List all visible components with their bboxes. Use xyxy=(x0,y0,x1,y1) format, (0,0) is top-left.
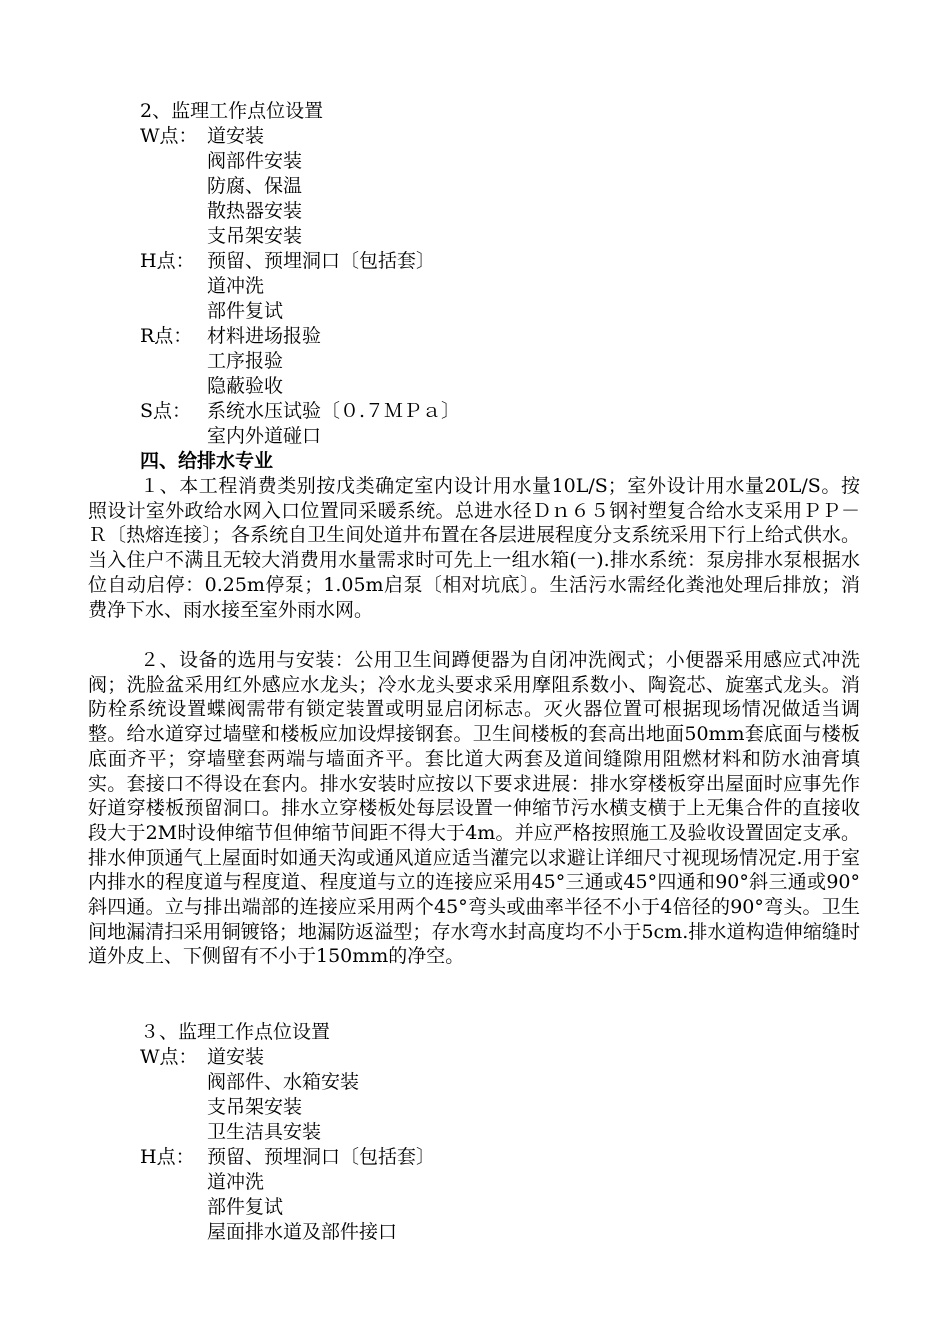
r-point-item: 材料进场报验 xyxy=(207,325,322,347)
section-title-supervision-points: 2、监理工作点位设置 xyxy=(140,100,324,122)
w-point-item: 支吊架安装 xyxy=(207,225,303,247)
w-point-item: 支吊架安装 xyxy=(207,1096,303,1118)
w-point-item: 散热器安装 xyxy=(207,200,303,222)
s-point-item: 室内外道碰口 xyxy=(207,425,322,447)
h-point-label: H点： xyxy=(140,250,195,272)
s-point-item: 系统水压试验〔０.７ＭＰａ〕 xyxy=(207,400,461,422)
r-point-item: 隐蔽验收 xyxy=(207,375,284,397)
h-point-item: 部件复试 xyxy=(207,300,284,322)
section-heading-water-supply-drainage: 四、给排水专业 xyxy=(140,450,274,472)
w-point-item: 阀部件安装 xyxy=(207,150,303,172)
section-title-supervision-points-2: ３、监理工作点位设置 xyxy=(140,1021,331,1043)
s-point-label: S点： xyxy=(140,400,192,422)
w-point-label: W点： xyxy=(140,1046,198,1068)
h-point-label: H点： xyxy=(140,1146,195,1168)
r-point-item: 工序报验 xyxy=(207,350,284,372)
w-point-item: 道安装 xyxy=(207,1046,265,1068)
paragraph-equipment-installation: ２、设备的选用与安装：公用卫生间蹲便器为自闭冲洗阀式；小便器采用感应式冲洗阀；洗脸盆采用红外感应水龙头；冷水龙头要求采用摩阻系数小、陶瓷芯、旋塞式龙头。消防栓系统设置蝶阀需带有锁定装置或明显启闭标志。灭火器位置可根据现场情况做适当调整。给水道穿过墙壁和楼板应加设焊接钢套。卫生间楼板的套高出地面50mm套底面与楼板底面齐平；穿墙壁套两端与墙面齐平。套比道大两套及道间缝隙用阻燃材料和防水油膏填实。套接口不得设在套内。排水安装时应按以下要求进展：排水穿楼板穿出屋面时应事先作好道穿楼板预留洞口。排水立穿楼板处每层设置一伸缩节污水横支横于上无集合件的直接收段大于2M时设伸缩节但伸缩节间距不得大于4m。并应严格按照施工及验收设置固定支承。排水伸顶通气上屋面时如通天沟或通风道应适当灌完以求避让详细尺寸视现场情况定.用于室内排水的程度道与程度道、程度道与立的连接应采用45°三通或45°四通和90°斜三通或90°斜四通。立与排出端部的连接应采用两个45°弯头或曲率半径不小于4倍径的90°弯头。卫生间地漏清扫采用铜镀铬；地漏防返溢型；存水弯水封高度均不小于5cm.排水道构造伸缩缝时道外皮上、下侧留有不小于150mm的净空。 xyxy=(88,649,860,968)
w-point-label: W点： xyxy=(140,125,198,147)
h-point-item: 道冲洗 xyxy=(207,1171,265,1193)
h-point-item: 预留、预埋洞口〔包括套〕 xyxy=(207,1146,436,1168)
r-point-label: R点： xyxy=(140,325,193,347)
h-point-item: 部件复试 xyxy=(207,1196,284,1218)
h-point-item: 屋面排水道及部件接口 xyxy=(207,1221,398,1243)
paragraph-project-overview: １、本工程消费类别按戊类确定室内设计用水量10L/S；室外设计用水量20L/S。按照设计室外政给水网入口位置同采暖系统。总进水径Ｄｎ６５钢衬塑复合给水支采用ＰＰ－Ｒ〔热熔连接〕；各系统自卫生间处道井布置在各层进展程度分支系统采用下行上给式供水。当入住户不满且无较大消费用水量需求时可先上一组水箱(一).排水系统：泵房排水泵根据水位自动启停：0.25m停泵；1.05m启泵〔相对坑底〕。生活污水需经化粪池处理后排放；消费净下水、雨水接至室外雨水网。 xyxy=(88,475,860,621)
w-point-item: 道安装 xyxy=(207,125,265,147)
w-point-item: 卫生洁具安装 xyxy=(207,1121,322,1143)
h-point-item: 预留、预埋洞口〔包括套〕 xyxy=(207,250,436,272)
w-point-item: 阀部件、水箱安装 xyxy=(207,1071,360,1093)
h-point-item: 道冲洗 xyxy=(207,275,265,297)
w-point-item: 防腐、保温 xyxy=(207,175,303,197)
